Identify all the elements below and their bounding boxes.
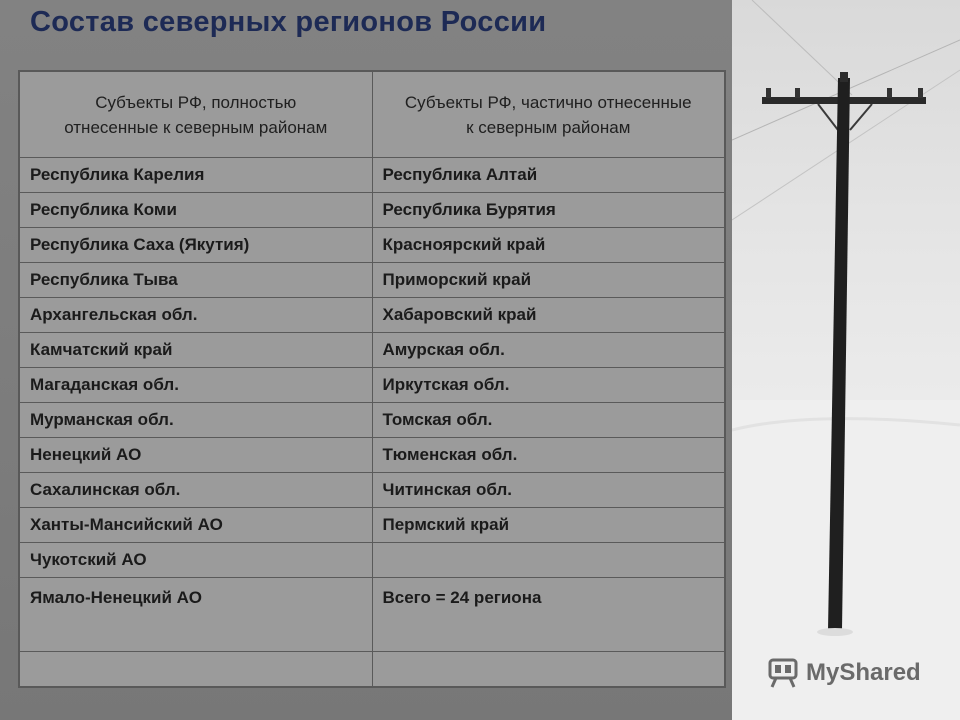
table-cell	[372, 652, 725, 688]
table-cell: Республика Саха (Якутия)	[19, 228, 372, 263]
table-row	[19, 333, 725, 368]
table-cell: Республика Тыва	[19, 263, 372, 298]
table-cell: Мурманская обл.	[19, 403, 372, 438]
table-cell: Томская обл.	[372, 403, 725, 438]
myshared-logo-icon	[766, 656, 800, 690]
table-cell: Хабаровский край	[372, 298, 725, 333]
table-row	[19, 508, 725, 543]
table-cell: Камчатский край	[19, 333, 372, 368]
table-row	[19, 543, 725, 578]
header-fully-northern: Субъекты РФ, полностью отнесенные к северным районам	[19, 71, 372, 158]
table-row	[19, 368, 725, 403]
table-cell: Чукотский АО	[19, 543, 372, 578]
table-cell	[372, 543, 725, 578]
regions-table	[18, 70, 726, 688]
table-cell: Республика Бурятия	[372, 193, 725, 228]
header-partially-northern: Субъекты РФ, частично отнесенные к северным районам	[372, 71, 725, 158]
table-cell: Приморский край	[372, 263, 725, 298]
table-cell: Республика Коми	[19, 193, 372, 228]
table-cell: Амурская обл.	[372, 333, 725, 368]
table-cell: Иркутская обл.	[372, 368, 725, 403]
table-cell: Читинская обл.	[372, 473, 725, 508]
table-row	[19, 403, 725, 438]
table-cell: Ненецкий АО	[19, 438, 372, 473]
table-header-row	[19, 71, 725, 158]
utility-pole-image	[732, 0, 960, 720]
table-row	[19, 438, 725, 473]
table-cell: Красноярский край	[372, 228, 725, 263]
table-cell: Республика Алтай	[372, 158, 725, 193]
table-row	[19, 193, 725, 228]
table-row	[19, 263, 725, 298]
table-row-empty	[19, 652, 725, 688]
table-cell: Сахалинская обл.	[19, 473, 372, 508]
utility-pole-photo	[732, 0, 960, 720]
table-row	[19, 228, 725, 263]
table-row	[19, 578, 725, 652]
table-row	[19, 158, 725, 193]
table-row	[19, 298, 725, 333]
table-cell: Магаданская обл.	[19, 368, 372, 403]
table-cell: Ямало-Ненецкий АО	[19, 578, 372, 652]
table-cell: Тюменская обл.	[372, 438, 725, 473]
table-cell: Ханты-Мансийский АО	[19, 508, 372, 543]
table-cell	[19, 652, 372, 688]
slide-title: Состав северных регионов России	[30, 6, 547, 38]
table-row	[19, 473, 725, 508]
total-regions-cell: Всего = 24 региона	[372, 578, 725, 652]
myshared-watermark	[766, 656, 921, 690]
table-cell: Республика Карелия	[19, 158, 372, 193]
watermark-text: MyShared	[806, 659, 921, 686]
table-cell: Архангельская обл.	[19, 298, 372, 333]
table-cell: Пермский край	[372, 508, 725, 543]
